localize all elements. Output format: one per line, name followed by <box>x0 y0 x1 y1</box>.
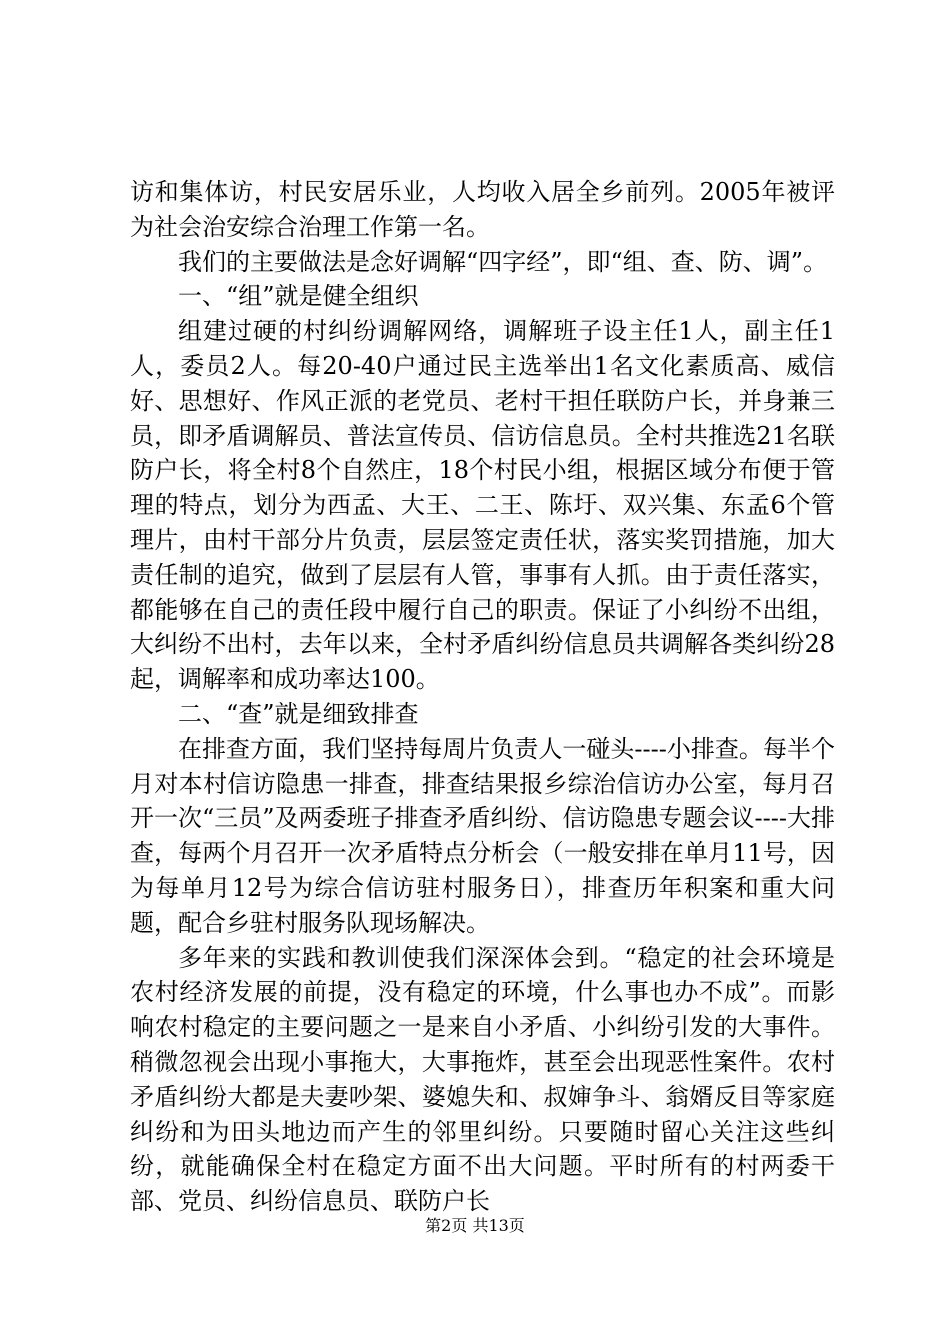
document-body <box>130 175 835 1219</box>
paragraph-investigate: 在排查方面，我们坚持每周片负责人一碰头----小排查。每半个月对本村信访隐患一排查，排查结果报乡综治信访办公室，每月召开一次“三员”及两委班子排查矛盾纠纷、信访隐患专题会议----大排查，每两个月召开一次矛盾特点分析会（一般安排在单月11号，因为每单月12号为综合信访驻村服务日），排查历年积案和重大问题，配合乡驻村服务队现场解决。 <box>130 734 835 937</box>
section-heading-investigate: 二、“查”就是细致排查 <box>178 699 419 728</box>
paragraph-intro: 我们的主要做法是念好调解“四字经”，即“组、查、防、调”。 <box>178 247 828 276</box>
section-heading-organize: 一、“组”就是健全组织 <box>178 282 419 311</box>
paragraph-continuation: 访和集体访，村民安居乐业，人均收入居全乡前列。2005年被评为社会治安综合治理工作第一名。 <box>130 178 835 241</box>
paragraph-experience: 多年来的实践和教训使我们深深体会到。“稳定的社会环境是农村经济发展的前提，没有稳定的环境，什么事也办不成”。而影响农村稳定的主要问题之一是来自小矛盾、小纠纷引发的大事件。稍微忽视会出现小事拖大，大事拖炸，甚至会出现恶性案件。农村矛盾纠纷大都是夫妻吵架、婆媳失和、叔婶争斗、翁婿反目等家庭纠纷和为田头地边而产生的邻里纠纷。只要随时留心关注这些纠纷，就能确保全村在稳定方面不出大问题。平时所有的村两委干部、党员、纠纷信息员、联防户长 <box>130 943 835 1216</box>
page-footer: 第2页 共13页 <box>425 1216 525 1235</box>
paragraph-organize: 组建过硬的村纠纷调解网络，调解班子设主任1人，副主任1人，委员2人。每20-40户通过民主选举出1名文化素质高、威信好、思想好、作风正派的老党员、老村干担任联防户长，并身兼三员，即矛盾调解员、普法宣传员、信访信息员。全村共推选21名联防户长，将全村8个自然庄，18个村民小组，根据区域分布便于管理的特点，划分为西孟、大王、二王、陈圩、双兴集、东孟6个管理片，由村干部分片负责，层层签定责任状，落实奖罚措施，加大责任制的追究，做到了层层有人管，事事有人抓。由于责任落实，都能够在自己的责任段中履行自己的职责。保证了小纠纷不出组，大纠纷不出村，去年以来，全村矛盾纠纷信息员共调解各类纠纷28起，调解率和成功率达100。 <box>130 317 835 694</box>
